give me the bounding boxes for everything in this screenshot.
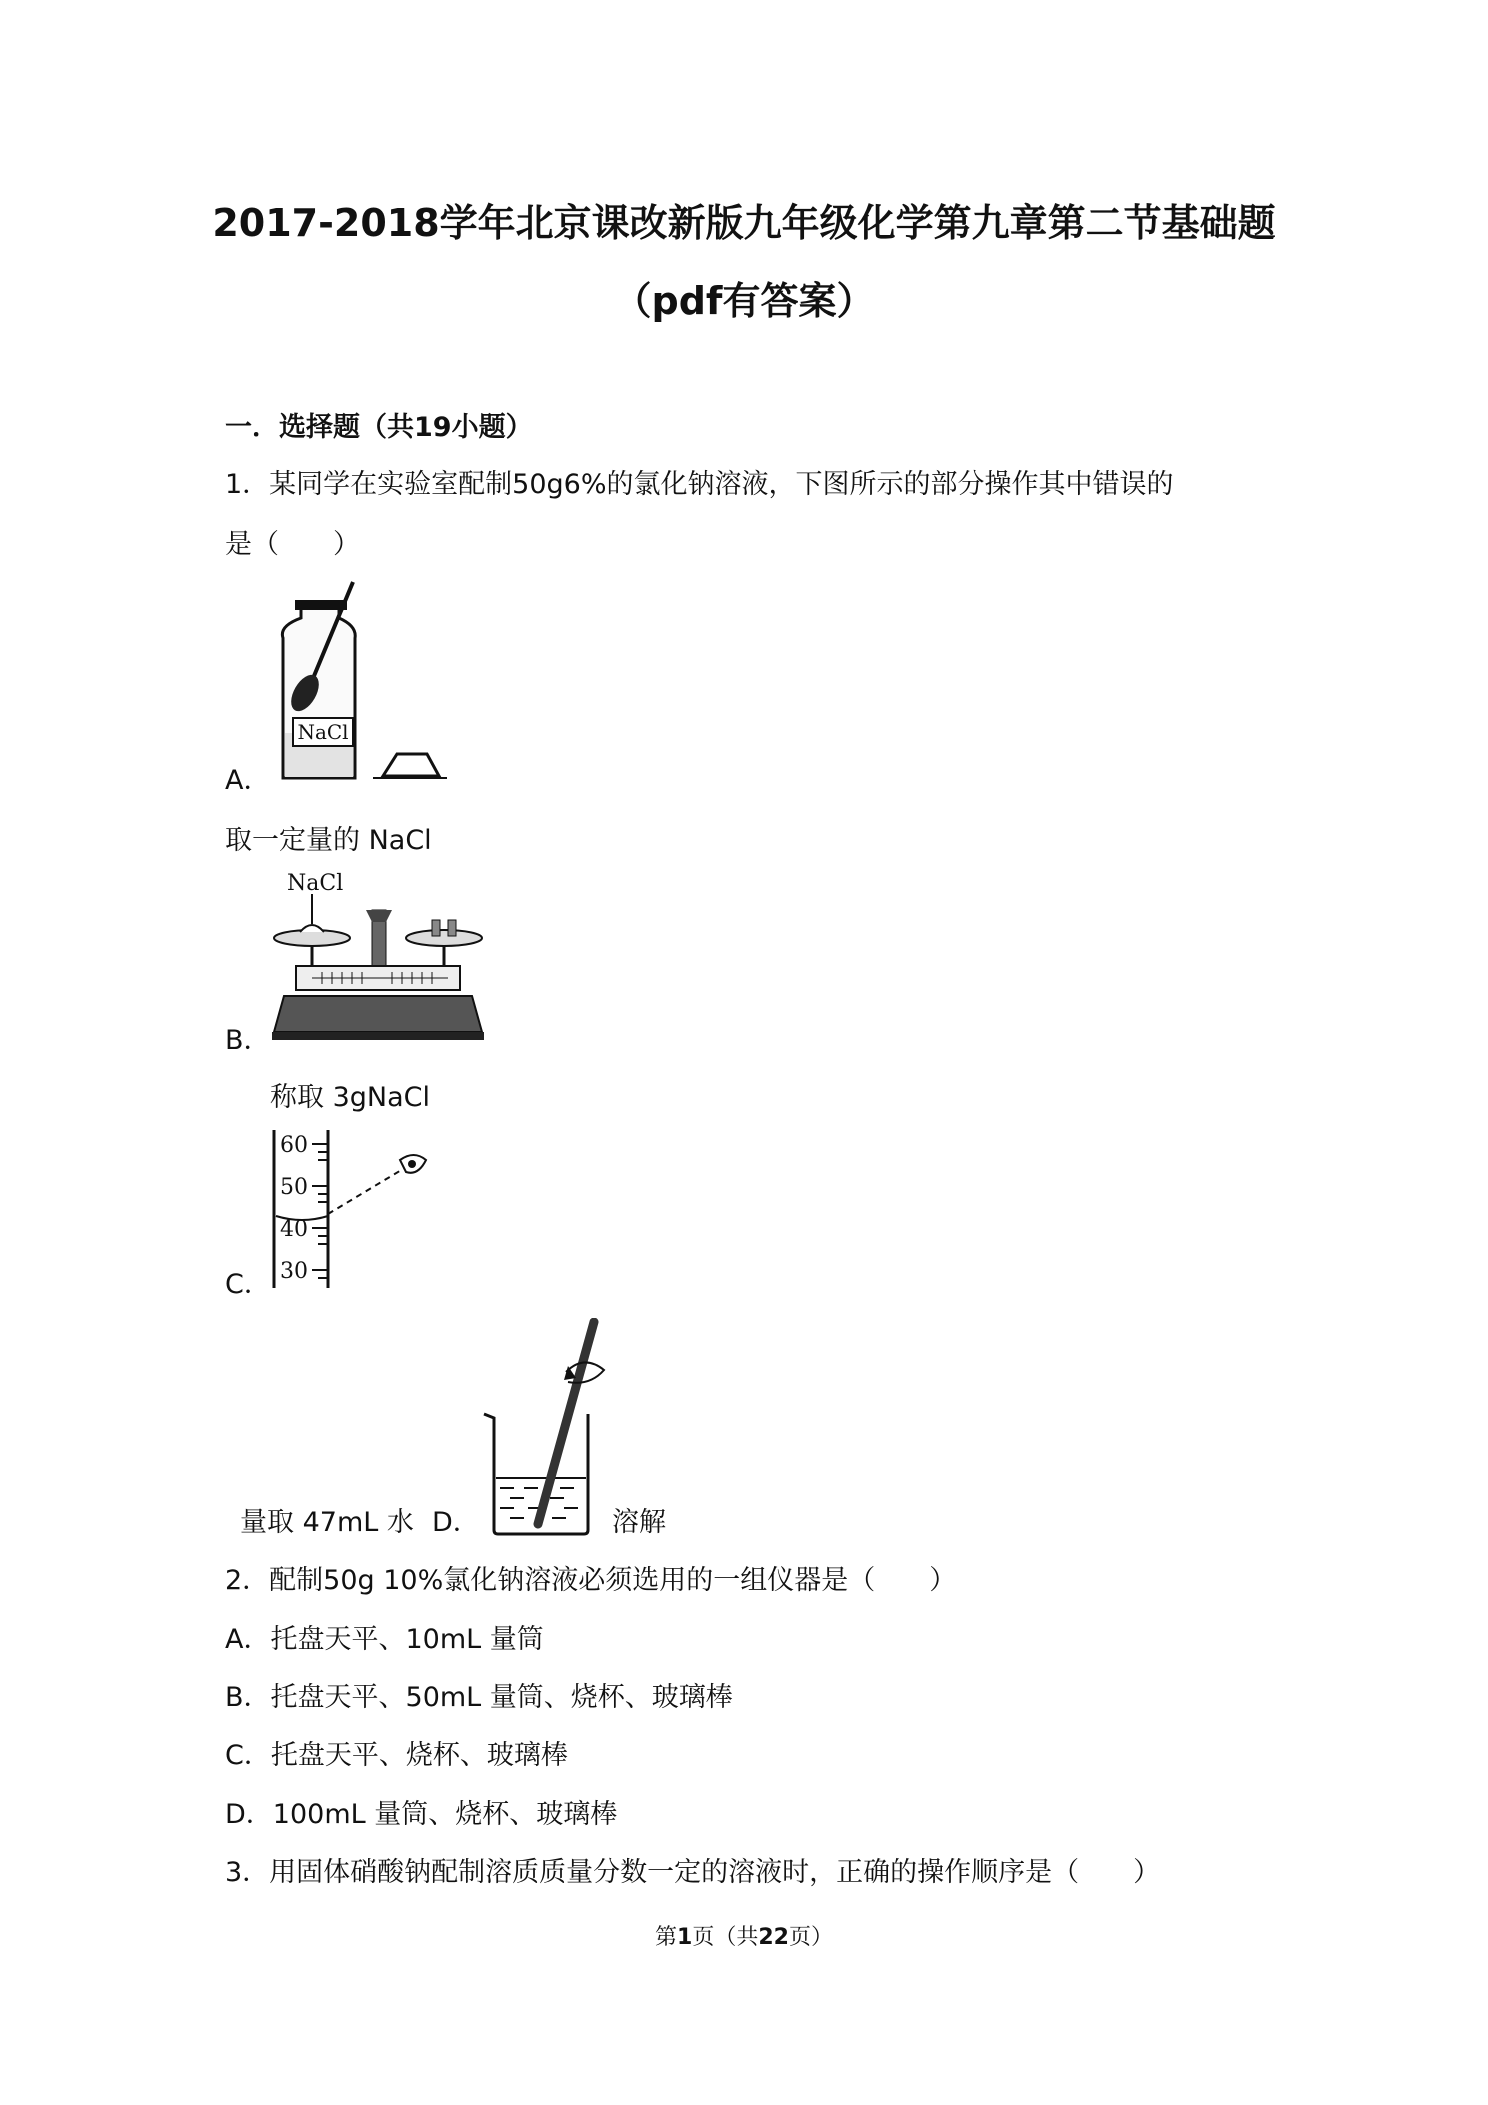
footer-mid: 页（共 (692, 1925, 759, 1950)
balance-figure (272, 866, 492, 1046)
q1-option-d-caption: 溶解 (612, 1507, 666, 1538)
q2-option-b: B．托盘天平、50mL 量筒、烧杯、玻璃棒 (225, 1682, 733, 1713)
graduated-cylinder-figure (268, 1128, 438, 1288)
footer-prefix: 第 (655, 1925, 678, 1950)
q2-option-c: C．托盘天平、烧杯、玻璃棒 (225, 1740, 568, 1771)
q1-option-a-caption: 取一定量的 NaCl (225, 825, 432, 856)
q1-option-b-caption: 称取 3gNaCl (270, 1082, 430, 1113)
document-title: 2017-2018学年北京课改新版九年级化学第九章第二节基础题 (212, 201, 1276, 245)
q2-stem: 2．配制50g 10%氯化钠溶液必须选用的一组仪器是（ ） (225, 1565, 957, 1596)
bottle-label: NaCl (297, 720, 349, 744)
balance-label: NaCl (287, 871, 344, 896)
document-subtitle: （pdf有答案） (613, 279, 875, 323)
footer-total-pages: 22 (758, 1925, 789, 1950)
q1-option-b-letter: B． (225, 1025, 271, 1056)
q1-option-c-caption: 量取 47mL 水 (240, 1507, 414, 1538)
reagent-bottle-figure (265, 578, 455, 788)
q1-option-c-letter: C． (225, 1269, 271, 1300)
q1-option-a-letter: A． (225, 765, 271, 796)
q3-stem: 3．用固体硝酸钠配制溶质质量分数一定的溶液时，正确的操作顺序是（ ） (225, 1857, 1161, 1888)
scale-label-50: 50 (280, 1175, 308, 1200)
scale-label-40: 40 (280, 1217, 308, 1242)
section-heading: 一．选择题（共19小题） (225, 412, 533, 443)
scale-label-60: 60 (280, 1133, 308, 1158)
beaker-stirring-figure (480, 1318, 620, 1538)
footer-suffix: 页） (788, 1925, 833, 1950)
q1-option-d-letter: D． (432, 1507, 480, 1538)
q1-stem-line1: 1．某同学在实验室配制50g6%的氯化钠溶液，下图所示的部分操作其中错误的 (225, 469, 1174, 500)
q1-stem-line2: 是（ ） (225, 529, 360, 560)
q2-option-a: A．托盘天平、10mL 量筒 (225, 1624, 544, 1655)
q2-option-d: D．100mL 量筒、烧杯、玻璃棒 (225, 1799, 618, 1830)
page-footer (0, 1920, 1488, 1951)
scale-label-30: 30 (280, 1259, 308, 1284)
footer-page-number: 1 (677, 1925, 693, 1950)
